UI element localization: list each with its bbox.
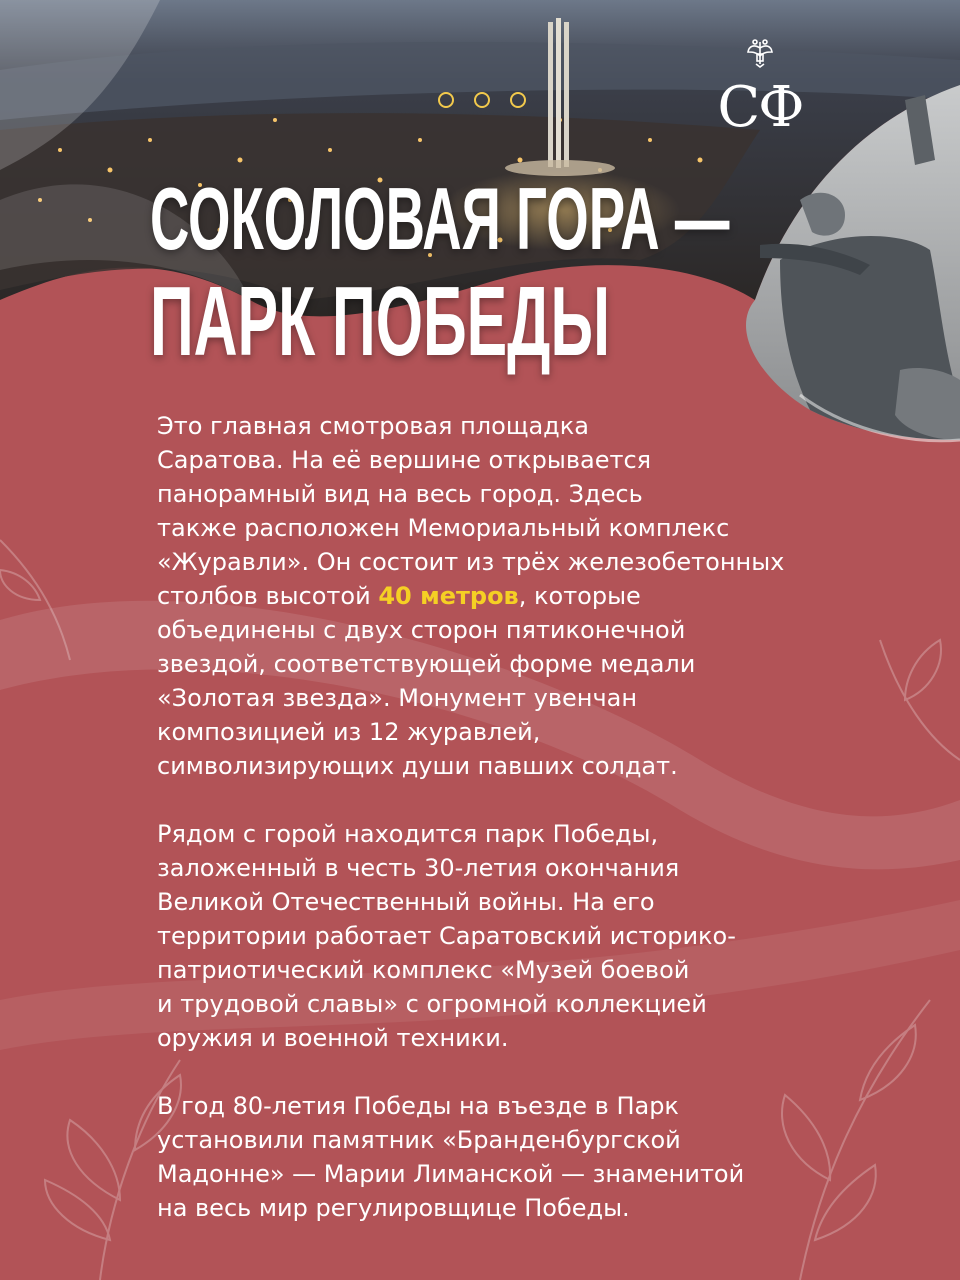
title-line-2: ПАРК ПОБЕДЫ <box>150 266 610 376</box>
text-fragment: , которые <box>518 582 641 610</box>
logo-text: СФ <box>717 75 803 140</box>
dot-3 <box>510 92 526 108</box>
text-line: композицией из 12 журавлей, <box>157 718 541 746</box>
paragraph-1 <box>157 409 927 783</box>
body-text <box>157 409 927 1259</box>
text-line: символизирующих души павших солдат. <box>157 752 678 780</box>
text-line: объединены с двух сторон пятиконечной <box>157 616 686 644</box>
dot-1 <box>438 92 454 108</box>
text-line: Это главная смотровая площадка <box>157 412 589 440</box>
text-line: территории работает Саратовский историко- <box>157 922 736 950</box>
text-line: установили памятник «Бранденбургской <box>157 1126 681 1154</box>
sf-logo <box>700 38 820 138</box>
page-title <box>150 168 960 376</box>
text-line: Мадонне» — Марии Лиманской — знаменитой <box>157 1160 745 1188</box>
text-line: «Журавли». Он состоит из трёх железобетонных <box>157 548 785 576</box>
text-line: панорамный вид на весь город. Здесь <box>157 480 643 508</box>
highlighted-height: 40 метров <box>378 582 519 610</box>
text-line: также расположен Мемориальный комплекс <box>157 514 730 542</box>
dot-2 <box>474 92 490 108</box>
text-line: В год 80-летия Победы на въезде в Парк <box>157 1092 679 1120</box>
text-line: и трудовой славы» с огромной коллекцией <box>157 990 707 1018</box>
text-line: Саратова. На её вершине открывается <box>157 446 652 474</box>
text-line: Великой Отечественный войны. На его <box>157 888 655 916</box>
text-line <box>157 579 927 613</box>
decorative-dots <box>438 92 526 108</box>
double-headed-eagle-icon <box>746 38 774 68</box>
text-line: звездой, соответствующей форме медали <box>157 650 696 678</box>
text-line: Рядом с горой находится парк Победы, <box>157 820 659 848</box>
text-line: заложенный в честь 30-летия окончания <box>157 854 680 882</box>
text-line: патриотический комплекс «Музей боевой <box>157 956 690 984</box>
paragraph-3 <box>157 1089 927 1225</box>
paragraph-2 <box>157 817 927 1055</box>
text-line: «Золотая звезда». Монумент увенчан <box>157 684 638 712</box>
text-fragment: столбов высотой <box>157 582 379 610</box>
text-line: на весь мир регулировщице Победы. <box>157 1194 630 1222</box>
text-line: оружия и военной техники. <box>157 1024 509 1052</box>
title-line-1: СОКОЛОВАЯ ГОРА — <box>150 169 730 268</box>
